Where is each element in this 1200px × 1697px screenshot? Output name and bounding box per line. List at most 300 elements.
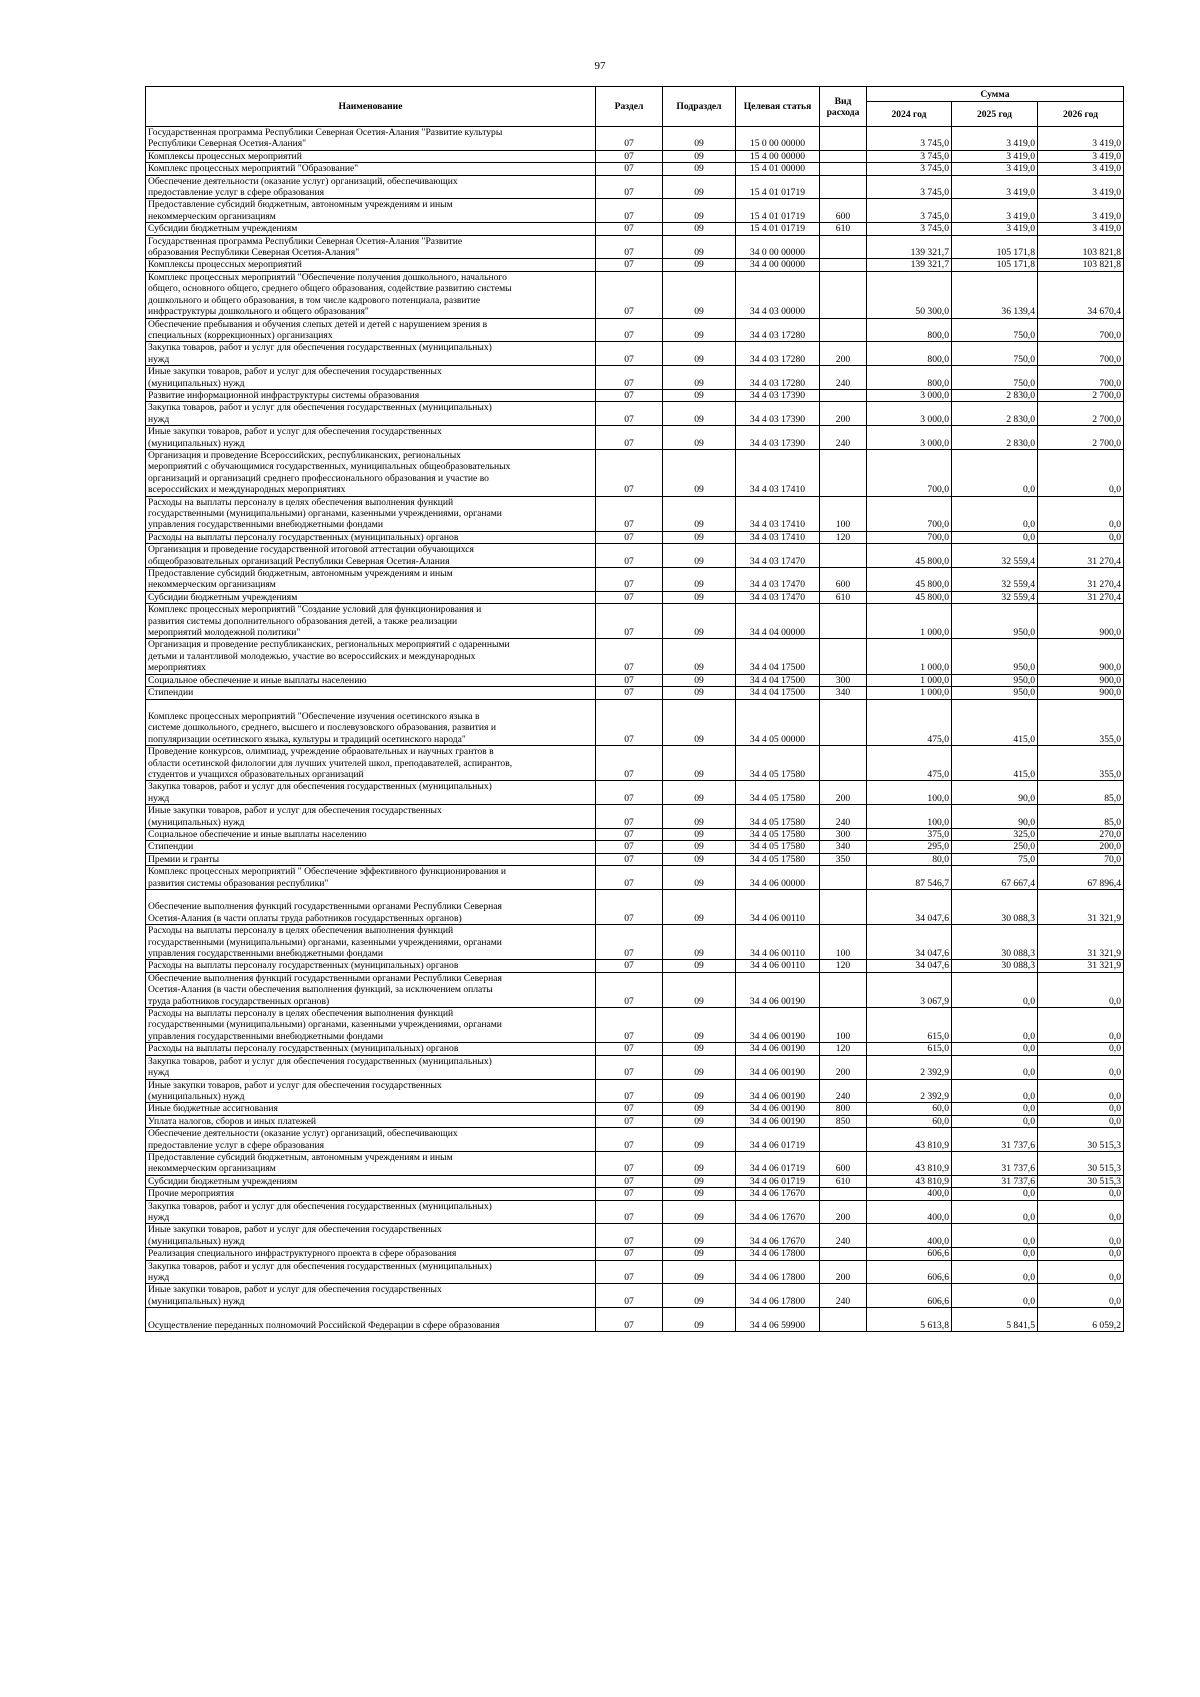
cell-2025: 0,0: [952, 531, 1038, 543]
cell-target: 34 4 03 17470: [736, 591, 820, 603]
cell-2026: 0,0: [1038, 1188, 1124, 1200]
cell-target: 34 4 03 00000: [736, 271, 820, 318]
cell-2025: 0,0: [952, 1043, 1038, 1055]
cell-subsection: 09: [663, 1115, 736, 1127]
cell-kind: [820, 1188, 867, 1200]
cell-subsection: 09: [663, 746, 736, 781]
cell-subsection: 09: [663, 235, 736, 259]
cell-subsection: 09: [663, 699, 736, 746]
cell-2024: 1 000,0: [867, 604, 952, 639]
cell-2024: 475,0: [867, 746, 952, 781]
cell-2026: 0,0: [1038, 1055, 1124, 1079]
page-number: 97: [594, 60, 606, 72]
cell-section: 07: [596, 531, 663, 543]
cell-name: Расходы на выплаты персоналу государственных (муниципальных) органов: [146, 1043, 596, 1055]
cell-section: 07: [596, 389, 663, 401]
cell-2024: 295,0: [867, 841, 952, 853]
header-section: Раздел: [596, 87, 663, 127]
cell-2026: 85,0: [1038, 781, 1124, 805]
cell-subsection: 09: [663, 674, 736, 686]
cell-name: Иные закупки товаров, работ и услуг для обеспечения государственных (муниципальных) нужд: [146, 805, 596, 829]
cell-2024: 3 745,0: [867, 150, 952, 162]
cell-target: 34 4 06 01719: [736, 1128, 820, 1152]
cell-2025: 415,0: [952, 746, 1038, 781]
table-row: [146, 674, 1124, 686]
cell-kind: 850: [820, 1115, 867, 1127]
cell-kind: [820, 699, 867, 746]
cell-2024: 139 321,7: [867, 235, 952, 259]
cell-2025: 0,0: [952, 1115, 1038, 1127]
cell-2024: 43 810,9: [867, 1128, 952, 1152]
cell-section: 07: [596, 674, 663, 686]
table-row: [146, 259, 1124, 271]
cell-section: 07: [596, 1151, 663, 1175]
cell-2024: 606,6: [867, 1248, 952, 1260]
cell-target: 34 4 06 00110: [736, 925, 820, 960]
cell-2024: 3 745,0: [867, 127, 952, 151]
cell-2025: 0,0: [952, 1248, 1038, 1260]
cell-2025: 30 088,3: [952, 925, 1038, 960]
cell-2025: 3 419,0: [952, 199, 1038, 223]
cell-name: Обеспечение пребывания и обучения слепых детей и детей с нарушением зрения в специальных (коррекционных) организациях: [146, 318, 596, 342]
cell-section: 07: [596, 781, 663, 805]
table-row: [146, 568, 1124, 592]
cell-section: 07: [596, 1224, 663, 1248]
cell-subsection: 09: [663, 175, 736, 199]
cell-name: Комплекс процессных мероприятий "Образование": [146, 163, 596, 175]
cell-subsection: 09: [663, 1200, 736, 1224]
cell-subsection: 09: [663, 805, 736, 829]
cell-subsection: 09: [663, 163, 736, 175]
cell-subsection: 09: [663, 1055, 736, 1079]
cell-section: 07: [596, 853, 663, 865]
cell-2024: 60,0: [867, 1103, 952, 1115]
cell-kind: 300: [820, 674, 867, 686]
cell-2025: 2 830,0: [952, 389, 1038, 401]
table-row: [146, 1175, 1124, 1187]
cell-2024: 700,0: [867, 449, 952, 496]
cell-subsection: 09: [663, 1103, 736, 1115]
cell-name: Расходы на выплаты персоналу государственных (муниципальных) органов: [146, 531, 596, 543]
cell-2025: 90,0: [952, 805, 1038, 829]
table-row: [146, 1248, 1124, 1260]
cell-2025: 750,0: [952, 318, 1038, 342]
cell-section: 07: [596, 1248, 663, 1260]
cell-kind: 300: [820, 828, 867, 840]
cell-kind: [820, 1128, 867, 1152]
cell-section: 07: [596, 1079, 663, 1103]
cell-subsection: 09: [663, 604, 736, 639]
cell-section: 07: [596, 972, 663, 1007]
cell-subsection: 09: [663, 318, 736, 342]
cell-subsection: 09: [663, 866, 736, 890]
cell-section: 07: [596, 150, 663, 162]
cell-2024: 5 613,8: [867, 1308, 952, 1332]
cell-2025: 0,0: [952, 1284, 1038, 1308]
cell-2026: 31 321,9: [1038, 925, 1124, 960]
cell-section: 07: [596, 1284, 663, 1308]
cell-subsection: 09: [663, 960, 736, 972]
cell-kind: 610: [820, 223, 867, 235]
cell-name: Комплекс процессных мероприятий "Обеспечение получения дошкольного, начального общего, основного общего, среднего общего образования, содействие развитию системы дошкольного и общего образования, в том числе кадрового потенциала, развитие инфраструктуры дошкольного и общего образования": [146, 271, 596, 318]
cell-2026: 0,0: [1038, 496, 1124, 531]
cell-name: Закупка товаров, работ и услуг для обеспечения государственных (муниципальных) нужд: [146, 1200, 596, 1224]
cell-2025: 32 559,4: [952, 591, 1038, 603]
cell-2024: 34 047,6: [867, 960, 952, 972]
cell-2025: 0,0: [952, 449, 1038, 496]
cell-2026: 31 270,4: [1038, 591, 1124, 603]
cell-2026: 270,0: [1038, 828, 1124, 840]
cell-target: 34 4 06 17800: [736, 1284, 820, 1308]
cell-target: 15 4 00 00000: [736, 150, 820, 162]
cell-kind: 200: [820, 1055, 867, 1079]
cell-target: 34 4 05 17580: [736, 853, 820, 865]
cell-section: 07: [596, 175, 663, 199]
cell-kind: 240: [820, 1079, 867, 1103]
table-row: [146, 235, 1124, 259]
cell-name: Комплексы процессных мероприятий: [146, 150, 596, 162]
cell-section: 07: [596, 1175, 663, 1187]
cell-2024: 100,0: [867, 781, 952, 805]
cell-section: 07: [596, 699, 663, 746]
cell-2024: 1 000,0: [867, 639, 952, 674]
cell-2025: 3 419,0: [952, 223, 1038, 235]
cell-2026: 6 059,2: [1038, 1308, 1124, 1332]
cell-subsection: 09: [663, 841, 736, 853]
cell-name: Организация и проведение Всероссийских, республиканских, региональных мероприятий с обучающимися государственных, муниципальных общеобразовательных организаций и организаций среднего профессионального образования и участие во всероссийских и международных мероприятиях: [146, 449, 596, 496]
cell-target: 34 4 06 59900: [736, 1308, 820, 1332]
cell-2026: 3 419,0: [1038, 199, 1124, 223]
cell-2026: 0,0: [1038, 1248, 1124, 1260]
table-row: [146, 127, 1124, 151]
cell-section: 07: [596, 591, 663, 603]
cell-2026: 85,0: [1038, 805, 1124, 829]
cell-2025: 0,0: [952, 972, 1038, 1007]
table-row: [146, 223, 1124, 235]
cell-kind: 200: [820, 1200, 867, 1224]
cell-2024: 3 745,0: [867, 223, 952, 235]
cell-2024: 87 546,7: [867, 866, 952, 890]
cell-subsection: 09: [663, 828, 736, 840]
table-row: [146, 639, 1124, 674]
header-kind: Вид расхода: [820, 87, 867, 127]
cell-name: Субсидии бюджетным учреждениям: [146, 1175, 596, 1187]
cell-2025: 67 667,4: [952, 866, 1038, 890]
cell-name: Премии и гранты: [146, 853, 596, 865]
table-row: [146, 1079, 1124, 1103]
cell-kind: 800: [820, 1103, 867, 1115]
cell-subsection: 09: [663, 1008, 736, 1043]
cell-2025: 31 737,6: [952, 1128, 1038, 1152]
cell-name: Иные бюджетные ассигнования: [146, 1103, 596, 1115]
cell-2025: 32 559,4: [952, 568, 1038, 592]
cell-name: Предоставление субсидий бюджетным, автономным учреждениям и иным некоммерческим организациям: [146, 1151, 596, 1175]
cell-section: 07: [596, 544, 663, 568]
cell-2024: 3 000,0: [867, 426, 952, 450]
cell-2025: 105 171,8: [952, 259, 1038, 271]
cell-target: 34 4 04 17500: [736, 639, 820, 674]
cell-2024: 475,0: [867, 699, 952, 746]
cell-2025: 32 559,4: [952, 544, 1038, 568]
cell-2025: 3 419,0: [952, 175, 1038, 199]
cell-2024: 606,6: [867, 1260, 952, 1284]
cell-subsection: 09: [663, 972, 736, 1007]
cell-subsection: 09: [663, 366, 736, 390]
cell-2026: 0,0: [1038, 1224, 1124, 1248]
cell-section: 07: [596, 496, 663, 531]
cell-target: 34 4 06 00110: [736, 960, 820, 972]
cell-2026: 2 700,0: [1038, 402, 1124, 426]
cell-2025: 250,0: [952, 841, 1038, 853]
header-2024: 2024 год: [867, 102, 952, 127]
cell-2025: 0,0: [952, 1224, 1038, 1248]
cell-subsection: 09: [663, 1188, 736, 1200]
cell-2024: 43 810,9: [867, 1151, 952, 1175]
table-row: [146, 531, 1124, 543]
table-row: [146, 402, 1124, 426]
cell-name: Иные закупки товаров, работ и услуг для обеспечения государственных (муниципальных) нужд: [146, 1224, 596, 1248]
table-row: [146, 866, 1124, 890]
cell-2026: 31 270,4: [1038, 568, 1124, 592]
cell-section: 07: [596, 639, 663, 674]
cell-kind: 120: [820, 1043, 867, 1055]
cell-2026: 2 700,0: [1038, 426, 1124, 450]
table-row: [146, 591, 1124, 603]
cell-2025: 75,0: [952, 853, 1038, 865]
cell-2024: 1 000,0: [867, 674, 952, 686]
table-row: [146, 805, 1124, 829]
cell-target: 34 4 06 17670: [736, 1200, 820, 1224]
cell-subsection: 09: [663, 1260, 736, 1284]
cell-2025: 0,0: [952, 1079, 1038, 1103]
cell-target: 15 4 01 00000: [736, 163, 820, 175]
cell-subsection: 09: [663, 426, 736, 450]
cell-kind: 340: [820, 841, 867, 853]
cell-kind: 100: [820, 925, 867, 960]
cell-2026: 0,0: [1038, 972, 1124, 1007]
cell-2025: 750,0: [952, 366, 1038, 390]
cell-name: Комплекс процессных мероприятий "Создание условий для функционирования и развития системы дополнительного образования детей, а также реализации мероприятий молодежной политики": [146, 604, 596, 639]
cell-2025: 105 171,8: [952, 235, 1038, 259]
cell-target: 34 4 06 00190: [736, 1115, 820, 1127]
cell-kind: [820, 544, 867, 568]
cell-kind: [820, 639, 867, 674]
table-row: [146, 496, 1124, 531]
cell-2024: 400,0: [867, 1200, 952, 1224]
cell-section: 07: [596, 199, 663, 223]
cell-2026: 0,0: [1038, 531, 1124, 543]
cell-name: Осуществление переданных полномочий Российской Федерации в сфере образования: [146, 1308, 596, 1332]
cell-2026: 3 419,0: [1038, 223, 1124, 235]
cell-2025: 325,0: [952, 828, 1038, 840]
cell-kind: 200: [820, 781, 867, 805]
cell-name: Иные закупки товаров, работ и услуг для обеспечения государственных (муниципальных) нужд: [146, 1079, 596, 1103]
cell-kind: [820, 150, 867, 162]
cell-subsection: 09: [663, 1248, 736, 1260]
cell-name: Комплекс процессных мероприятий "Обеспечение изучения осетинского языка в системе дошкольного, среднего, высшего и послевузовского образования, развития и популяризации осетинского языка, культуры и традиций осетинского народа": [146, 699, 596, 746]
cell-2025: 3 419,0: [952, 127, 1038, 151]
cell-2025: 30 088,3: [952, 960, 1038, 972]
cell-target: 34 4 05 17580: [736, 746, 820, 781]
cell-section: 07: [596, 127, 663, 151]
cell-name: Расходы на выплаты персоналу в целях обеспечения выполнения функций государственными (муниципальными) органами, казенными учреждениями, органами управления государственными внебюджетными фондами: [146, 1008, 596, 1043]
cell-section: 07: [596, 828, 663, 840]
cell-2024: 100,0: [867, 805, 952, 829]
cell-subsection: 09: [663, 1043, 736, 1055]
cell-kind: 100: [820, 1008, 867, 1043]
cell-subsection: 09: [663, 1284, 736, 1308]
cell-name: Субсидии бюджетным учреждениям: [146, 223, 596, 235]
cell-2025: 36 139,4: [952, 271, 1038, 318]
cell-name: Социальное обеспечение и иные выплаты населению: [146, 828, 596, 840]
cell-2025: 0,0: [952, 1200, 1038, 1224]
cell-2025: 950,0: [952, 604, 1038, 639]
cell-2026: 3 419,0: [1038, 150, 1124, 162]
cell-2026: 70,0: [1038, 853, 1124, 865]
table-row: [146, 271, 1124, 318]
table-row: [146, 781, 1124, 805]
cell-name: Предоставление субсидий бюджетным, автономным учреждениям и иным некоммерческим организациям: [146, 568, 596, 592]
cell-2025: 90,0: [952, 781, 1038, 805]
table-row: [146, 318, 1124, 342]
cell-kind: [820, 163, 867, 175]
cell-target: 34 4 06 00190: [736, 1043, 820, 1055]
cell-subsection: 09: [663, 449, 736, 496]
cell-2024: 34 047,6: [867, 925, 952, 960]
cell-2026: 900,0: [1038, 639, 1124, 674]
table-row: [146, 449, 1124, 496]
cell-subsection: 09: [663, 781, 736, 805]
cell-subsection: 09: [663, 199, 736, 223]
cell-2024: 615,0: [867, 1043, 952, 1055]
cell-2025: 3 419,0: [952, 150, 1038, 162]
cell-target: 34 4 06 17670: [736, 1224, 820, 1248]
cell-2024: 3 067,9: [867, 972, 952, 1007]
table-row: [146, 841, 1124, 853]
cell-2025: 31 737,6: [952, 1175, 1038, 1187]
cell-section: 07: [596, 890, 663, 925]
cell-name: Обеспечение выполнения функций государственными органами Республики Северная Осетия-Алания (в части оплаты труда работников государственных органов): [146, 890, 596, 925]
cell-target: 34 4 06 17800: [736, 1260, 820, 1284]
cell-subsection: 09: [663, 271, 736, 318]
cell-2024: 60,0: [867, 1115, 952, 1127]
cell-name: Предоставление субсидий бюджетным, автономным учреждениям и иным некоммерческим организациям: [146, 199, 596, 223]
cell-name: Обеспечение выполнения функций государственными органами Республики Северная Осетия-Алания (в части обеспечения выполнения функций, за исключением оплаты труда работников государственных органов): [146, 972, 596, 1007]
cell-2026: 31 270,4: [1038, 544, 1124, 568]
cell-section: 07: [596, 402, 663, 426]
cell-kind: 600: [820, 199, 867, 223]
cell-2025: 0,0: [952, 1008, 1038, 1043]
cell-target: 34 4 03 17280: [736, 318, 820, 342]
cell-name: Уплата налогов, сборов и иных платежей: [146, 1115, 596, 1127]
cell-target: 34 4 00 00000: [736, 259, 820, 271]
cell-2026: 30 515,3: [1038, 1128, 1124, 1152]
cell-target: 34 4 06 17800: [736, 1248, 820, 1260]
cell-2026: 0,0: [1038, 1103, 1124, 1115]
cell-section: 07: [596, 318, 663, 342]
cell-2025: 950,0: [952, 674, 1038, 686]
table-row: [146, 163, 1124, 175]
cell-name: Реализация специального инфраструктурного проекта в сфере образования: [146, 1248, 596, 1260]
cell-name: Закупка товаров, работ и услуг для обеспечения государственных (муниципальных) нужд: [146, 342, 596, 366]
cell-kind: 200: [820, 342, 867, 366]
cell-kind: [820, 271, 867, 318]
cell-target: 34 4 06 01719: [736, 1151, 820, 1175]
cell-name: Развитие информационной инфраструктуры системы образования: [146, 389, 596, 401]
table-row: [146, 687, 1124, 699]
cell-target: 34 4 03 17410: [736, 496, 820, 531]
cell-subsection: 09: [663, 150, 736, 162]
cell-section: 07: [596, 449, 663, 496]
cell-2026: 0,0: [1038, 1200, 1124, 1224]
table-row: [146, 699, 1124, 746]
cell-2024: 400,0: [867, 1224, 952, 1248]
cell-target: 34 4 06 00190: [736, 1055, 820, 1079]
cell-2024: 50 300,0: [867, 271, 952, 318]
cell-name: Стипендии: [146, 687, 596, 699]
table-row: [146, 890, 1124, 925]
cell-kind: 120: [820, 960, 867, 972]
table-row: [146, 853, 1124, 865]
cell-kind: 240: [820, 426, 867, 450]
cell-subsection: 09: [663, 1175, 736, 1187]
cell-subsection: 09: [663, 853, 736, 865]
cell-2026: 355,0: [1038, 699, 1124, 746]
cell-section: 07: [596, 1308, 663, 1332]
cell-target: 34 4 04 17500: [736, 687, 820, 699]
cell-name: Субсидии бюджетным учреждениям: [146, 591, 596, 603]
cell-target: 34 4 04 17500: [736, 674, 820, 686]
header-2026: 2026 год: [1038, 102, 1124, 127]
cell-2026: 0,0: [1038, 1115, 1124, 1127]
cell-subsection: 09: [663, 1308, 736, 1332]
cell-subsection: 09: [663, 925, 736, 960]
cell-name: Прочие мероприятия: [146, 1188, 596, 1200]
cell-name: Иные закупки товаров, работ и услуг для обеспечения государственных (муниципальных) нужд: [146, 1284, 596, 1308]
header-subsection: Подраздел: [663, 87, 736, 127]
cell-target: 34 4 05 17580: [736, 828, 820, 840]
table-row: [146, 175, 1124, 199]
cell-target: 15 0 00 00000: [736, 127, 820, 151]
cell-subsection: 09: [663, 389, 736, 401]
header-name: Наименование: [146, 87, 596, 127]
cell-section: 07: [596, 235, 663, 259]
table-row: [146, 1103, 1124, 1115]
cell-2026: 900,0: [1038, 687, 1124, 699]
cell-section: 07: [596, 1008, 663, 1043]
cell-target: 34 4 06 00190: [736, 972, 820, 1007]
cell-section: 07: [596, 746, 663, 781]
cell-section: 07: [596, 925, 663, 960]
cell-subsection: 09: [663, 1128, 736, 1152]
cell-subsection: 09: [663, 496, 736, 531]
cell-2026: 900,0: [1038, 604, 1124, 639]
table-row: [146, 389, 1124, 401]
cell-name: Комплексы процессных мероприятий: [146, 259, 596, 271]
cell-section: 07: [596, 259, 663, 271]
cell-target: 34 4 06 01719: [736, 1175, 820, 1187]
cell-2026: 0,0: [1038, 449, 1124, 496]
table-row: [146, 1043, 1124, 1055]
cell-2024: 43 810,9: [867, 1175, 952, 1187]
cell-subsection: 09: [663, 259, 736, 271]
table-row: [146, 1260, 1124, 1284]
table-row: [146, 1200, 1124, 1224]
cell-2025: 0,0: [952, 1103, 1038, 1115]
cell-subsection: 09: [663, 342, 736, 366]
cell-kind: [820, 972, 867, 1007]
cell-2025: 5 841,5: [952, 1308, 1038, 1332]
